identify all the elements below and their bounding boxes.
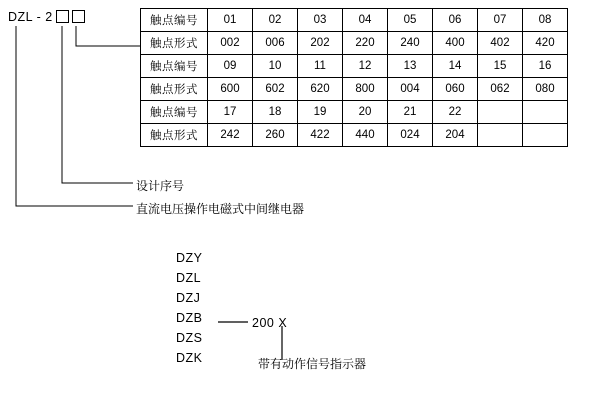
table-cell: 242 <box>208 124 253 147</box>
table-cell: 600 <box>208 78 253 101</box>
table-cell: 18 <box>253 101 298 124</box>
table-cell: 422 <box>298 124 343 147</box>
series-item: DZJ <box>176 291 201 305</box>
series-list <box>176 248 203 368</box>
table-cell: 004 <box>388 78 433 101</box>
table-cell: 11 <box>298 55 343 78</box>
table-cell: 08 <box>523 9 568 32</box>
row-header: 触点形式 <box>141 32 208 55</box>
series-item: DZL <box>176 271 202 285</box>
table-cell: 03 <box>298 9 343 32</box>
table-cell: 420 <box>523 32 568 55</box>
leader-line-design <box>62 26 133 183</box>
leader-line-description <box>16 26 133 206</box>
table-cell: 402 <box>478 32 523 55</box>
table-cell <box>478 124 523 147</box>
series-item: DZK <box>176 351 203 365</box>
table-cell: 19 <box>298 101 343 124</box>
table-cell: 07 <box>478 9 523 32</box>
table-cell: 006 <box>253 32 298 55</box>
model-code <box>8 10 85 24</box>
table-cell: 05 <box>388 9 433 32</box>
table-cell: 10 <box>253 55 298 78</box>
table-cell: 21 <box>388 101 433 124</box>
table-row <box>141 124 568 147</box>
row-header: 触点编号 <box>141 101 208 124</box>
table-cell: 024 <box>388 124 433 147</box>
table-cell: 400 <box>433 32 478 55</box>
table-row <box>141 55 568 78</box>
table-cell: 440 <box>343 124 388 147</box>
table-cell: 060 <box>433 78 478 101</box>
table-cell: 204 <box>433 124 478 147</box>
table-cell: 09 <box>208 55 253 78</box>
series-item: DZB <box>176 311 203 325</box>
contact-spec-table-wrap <box>140 8 568 147</box>
table-cell: 13 <box>388 55 433 78</box>
series-suffix: 200 X <box>252 316 288 330</box>
table-cell: 800 <box>343 78 388 101</box>
annotation-design-serial: 设计序号 <box>136 179 185 193</box>
table-row <box>141 9 568 32</box>
table-cell: 620 <box>298 78 343 101</box>
table-cell: 080 <box>523 78 568 101</box>
table-cell: 17 <box>208 101 253 124</box>
table-cell: 260 <box>253 124 298 147</box>
table-cell: 220 <box>343 32 388 55</box>
table-cell: 06 <box>433 9 478 32</box>
table-row <box>141 78 568 101</box>
annotation-description: 直流电压操作电磁式中间继电器 <box>136 202 305 216</box>
contact-spec-table <box>140 8 568 147</box>
table-cell: 01 <box>208 9 253 32</box>
table-cell <box>478 101 523 124</box>
table-cell: 14 <box>433 55 478 78</box>
table-cell: 202 <box>298 32 343 55</box>
table-cell: 12 <box>343 55 388 78</box>
table-cell: 20 <box>343 101 388 124</box>
table-cell: 15 <box>478 55 523 78</box>
table-cell: 04 <box>343 9 388 32</box>
row-header: 触点编号 <box>141 55 208 78</box>
series-item: DZY <box>176 251 203 265</box>
model-code-text: DZL - 2 <box>8 10 53 24</box>
table-cell <box>523 101 568 124</box>
table-cell: 02 <box>253 9 298 32</box>
table-cell <box>523 124 568 147</box>
indicator-note: 带有动作信号指示器 <box>258 357 367 371</box>
table-cell: 002 <box>208 32 253 55</box>
table-cell: 602 <box>253 78 298 101</box>
table-row <box>141 32 568 55</box>
table-cell: 16 <box>523 55 568 78</box>
table-cell: 22 <box>433 101 478 124</box>
leader-line-contact <box>76 26 140 46</box>
row-header: 触点形式 <box>141 124 208 147</box>
series-item: DZS <box>176 331 203 345</box>
model-code-box-1 <box>56 10 69 23</box>
model-code-box-2 <box>72 10 85 23</box>
row-header: 触点编号 <box>141 9 208 32</box>
row-header: 触点形式 <box>141 78 208 101</box>
table-cell: 240 <box>388 32 433 55</box>
table-cell: 062 <box>478 78 523 101</box>
table-row <box>141 101 568 124</box>
